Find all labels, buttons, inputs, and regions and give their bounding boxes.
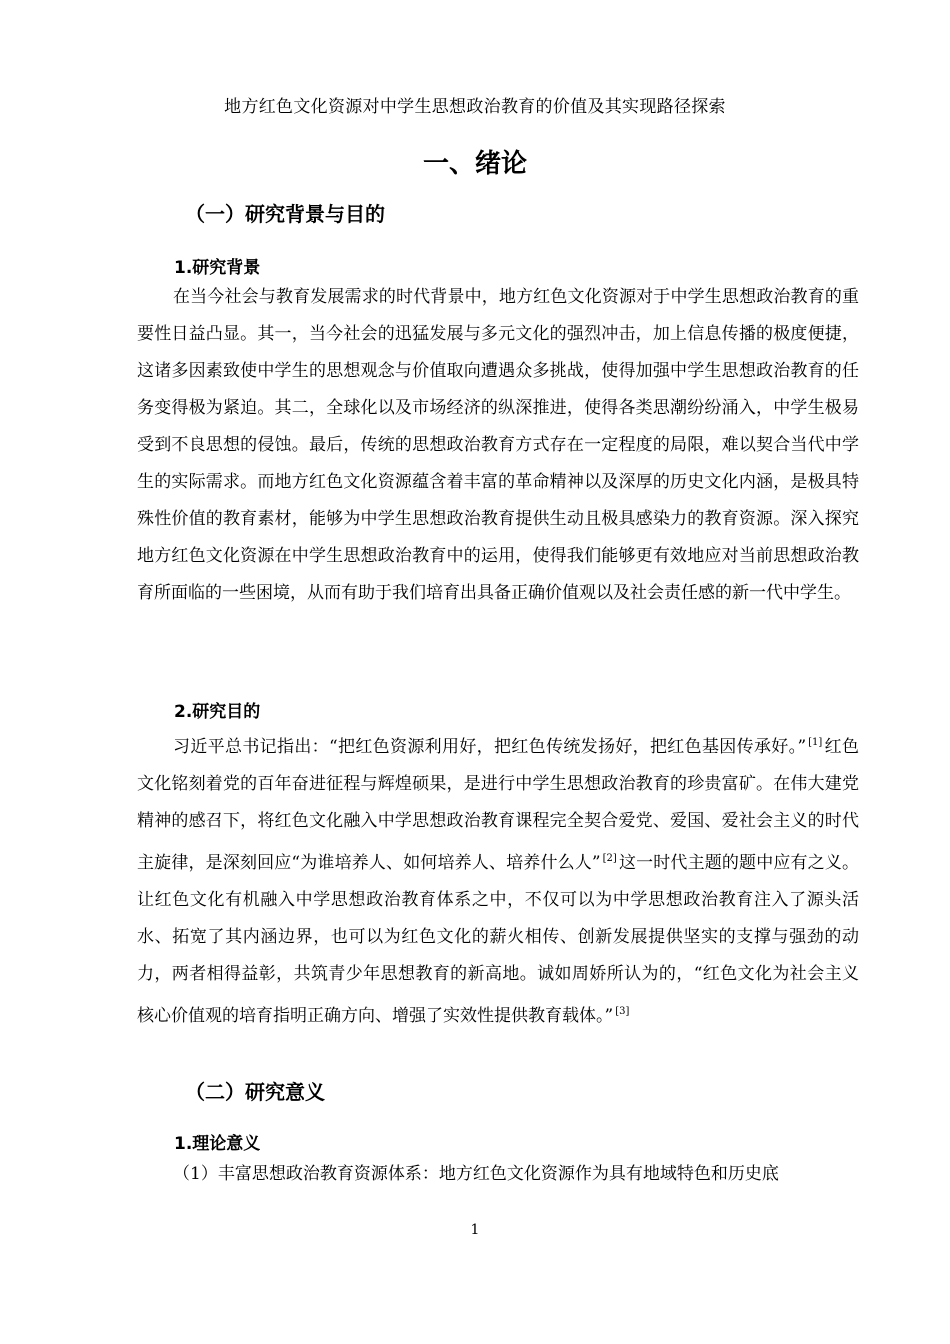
citation-ref-1: [1]: [808, 737, 823, 748]
paragraph-purpose-text-2: 红色文化铭刻着党的百年奋进征程与辉煌硕果，是进行中学生思想政治教育的珍贵富矿。在伟大建党精神的感召下，将红色文化融入中学思想政治教育课程完全契合爱党、爱国、爱社会主义的时代主旋律，是深刻回应“为谁培养人、如何培养人、培养什么人”: [137, 737, 859, 873]
paragraph-purpose: [137, 724, 859, 1035]
paragraph-purpose-text-1: 习近平总书记指出：“把红色资源利用好，把红色传统发扬好，把红色基因传承好。”: [173, 737, 807, 757]
citation-ref-3: [3]: [615, 1006, 630, 1017]
paragraph-background: 在当今社会与教育发展需求的时代背景中，地方红色文化资源对于中学生思想政治教育的重要性日益凸显。其一，当今社会的迅猛发展与多元文化的强烈冲击，加上信息传播的极度便捷，这诸多因素致使中学生的思想观念与价值取向遭遇众多挑战，使得加强中学生思想政治教育的任务变得极为紧迫。其二，全球化以及市场经济的纵深推进，使得各类思潮纷纷涌入，中学生极易受到不良思想的侵蚀。最后，传统的思想政治教育方式存在一定程度的局限，难以契合当代中学生的实际需求。而地方红色文化资源蕴含着丰富的革命精神以及深厚的历史文化内涵，是极具特殊性价值的教育素材，能够为中学生思想政治教育提供生动且极具感染力的教育资源。深入探究地方红色文化资源在中学生思想政治教育中的运用，使得我们能够更有效地应对当前思想政治教育所面临的一些困境，从而有助于我们培育出具备正确价值观以及社会责任感的新一代中学生。: [137, 287, 859, 603]
section-title-background: （一）研究背景与目的: [185, 202, 385, 226]
list-item-theory-1: （1）丰富思想政治教育资源体系：地方红色文化资源作为具有地域特色和历史底: [173, 1164, 779, 1184]
section-title-significance: （二）研究意义: [185, 1080, 325, 1104]
subsection-title-theory: 1.理论意义: [174, 1134, 261, 1154]
paragraph-purpose-text-3: 这一时代主题的题中应有之义。让红色文化有机融入中学思想政治教育体系之中，不仅可以为中学思想政治教育注入了源头活水、拓宽了其内涵边界，也可以为红色文化的薪火相传、创新发展提供坚实的支撑与强劲的动力，两者相得益彰，共筑青少年思想教育的新高地。诚如周娇所认为的，“红色文化为社会主义核心价值观的培育指明正确方向、增强了实效性提供教育载体。”: [137, 853, 859, 1026]
subsection-title-purpose: 2.研究目的: [174, 702, 261, 722]
citation-ref-2: [2]: [602, 853, 617, 864]
page-number: 1: [470, 1222, 480, 1238]
chapter-title: 一、绪论: [422, 149, 527, 179]
running-title: 地方红色文化资源对中学生思想政治教育的价值及其实现路径探索: [224, 97, 726, 117]
subsection-title-background: 1.研究背景: [174, 258, 261, 278]
